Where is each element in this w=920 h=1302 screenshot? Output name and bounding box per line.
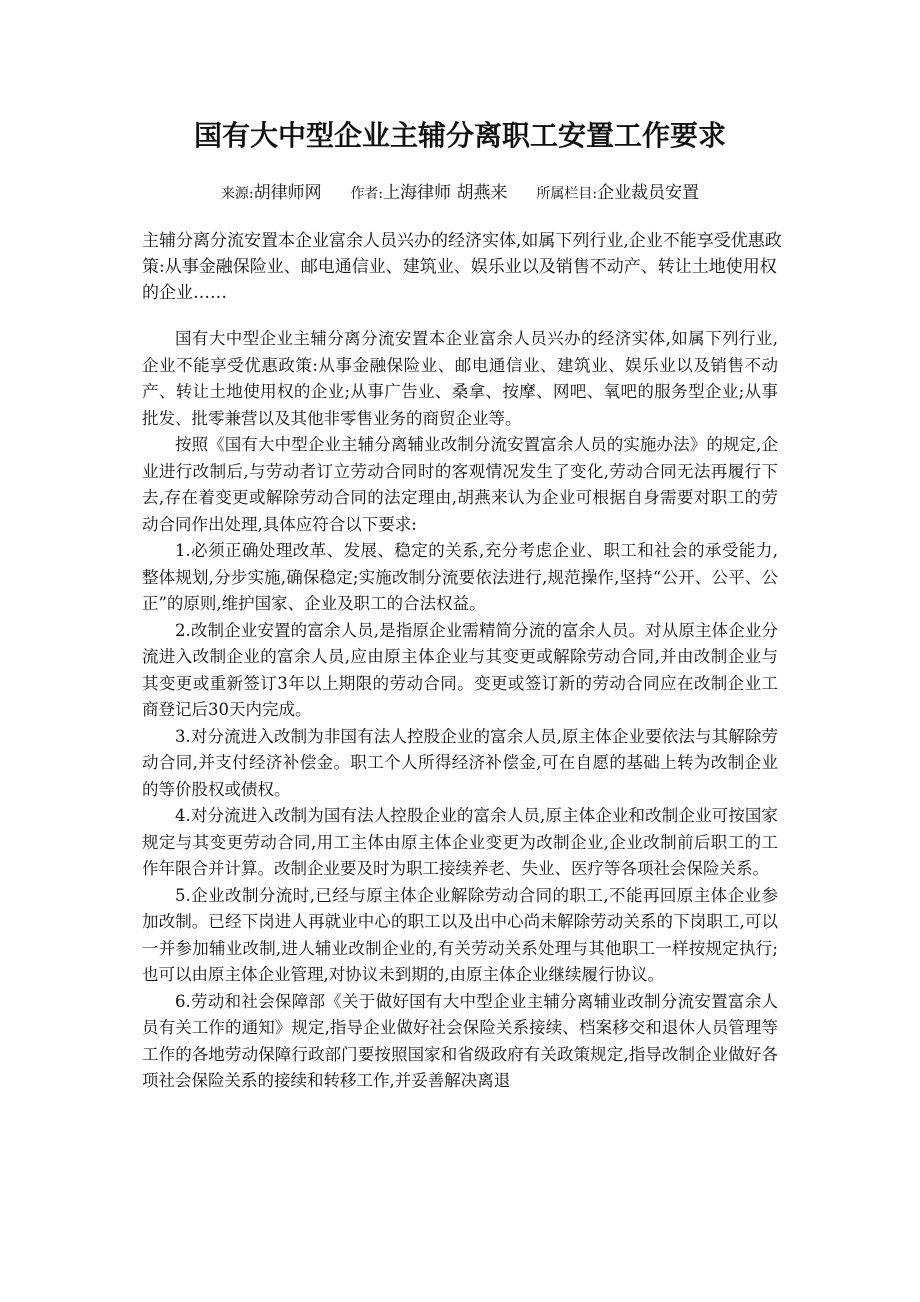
author-label: 作者: [350,186,384,202]
column-value: 企业裁员安置 [597,183,700,203]
article-title: 国有大中型企业主辅分离职工安置工作要求 [193,119,726,152]
source-label: 来源: [220,186,254,202]
source-value: 胡律师网 [253,183,322,203]
author-value: 上海律师 胡燕来 [383,183,508,203]
body-paragraph: 6.劳动和社会保障部《关于做好国有大中型企业主辅分离辅业改制分流安置富余人员有关工作的通知》规定,指导企业做好社会保险关系接续、档案移交和退休人员管理等工作的各地劳动保障行政部门要按照国家和省级政府有关政策规定,指导改制企业做好各项社会保险关系的接续和转移工作,并妥善解决离退 [142,991,778,1090]
article-summary: 主辅分离分流安置本企业富余人员兴办的经济实体,如属下列行业,企业不能享受优惠政策:从事金融保险业、邮电通信业、建筑业、娱乐业以及销售不动产、转让土地使用权的企业…… [142,231,782,303]
body-paragraph: 4.对分流进入改制为国有法人控股企业的富余人员,原主体企业和改制企业可按国家规定与其变更劳动合同,用工主体由原主体企业变更为改制企业,企业改制前后职工的工作年限合并计算。改制企业要及时为职工接续养老、失业、医疗等各项社会保险关系。 [142,806,778,878]
body-paragraph: 国有大中型企业主辅分离分流安置本企业富余人员兴办的经济实体,如属下列行业,企业不能享受优惠政策:从事金融保险业、邮电通信业、建筑业、娱乐业以及销售不动产、转让土地使用权的企业;从事广告业、桑拿、按摩、网吧、氧吧的服务型企业;从事批发、批零兼营以及其他非零售业务的商贸企业等。 [142,329,778,428]
body-paragraph: 5.企业改制分流时,已经与原主体企业解除劳动合同的职工,不能再回原主体企业参加改制。已经下岗进人再就业中心的职工以及出中心尚未解除劳动关系的下岗职工,可以一并参加辅业改制,进人辅业改制企业的,有关劳动关系处理与其他职工一样按规定执行;也可以由原主体企业管理,对协议未到期的,由原主体企业继续履行协议。 [142,885,778,984]
column-label: 所属栏目: [536,186,598,202]
body-paragraph: 1.必须正确处理改革、发展、稳定的关系,充分考虑企业、职工和社会的承受能力,整体规划,分步实施,确保稳定;实施改制分流要依法进行,规范操作,坚持“公开、公平、公正”的原则,维护国家、企业及职工的合法权益。 [142,541,778,613]
body-paragraph: 2.改制企业安置的富余人员,是指原企业需精简分流的富余人员。对从原主体企业分流进入改制企业的富余人员,应由原主体企业与其变更或解除劳动合同,并由改制企业与其变更或重新签订3年以上期限的劳动合同。变更或签订新的劳动合同应在改制企业工商登记后30天内完成。 [142,620,778,719]
article-meta [0,180,920,207]
body-paragraph: 3.对分流进入改制为非国有法人控股企业的富余人员,原主体企业要依法与其解除劳动合同,并支付经济补偿金。职工个人所得经济补偿金,可在自愿的基础上转为改制企业的等价股权或债权。 [142,726,778,799]
body-paragraph: 按照《国有大中型企业主辅分离辅业改制分流安置富余人员的实施办法》的规定,企业进行改制后,与劳动者订立劳动合同时的客观情况发生了变化,劳动合同无法再履行下去,存在着变更或解除劳动合同的法定理由,胡燕来认为企业可根据自身需要对职工的劳动合同作出处理,具体应符合以下要求: [142,435,778,534]
article-body [142,326,778,1095]
